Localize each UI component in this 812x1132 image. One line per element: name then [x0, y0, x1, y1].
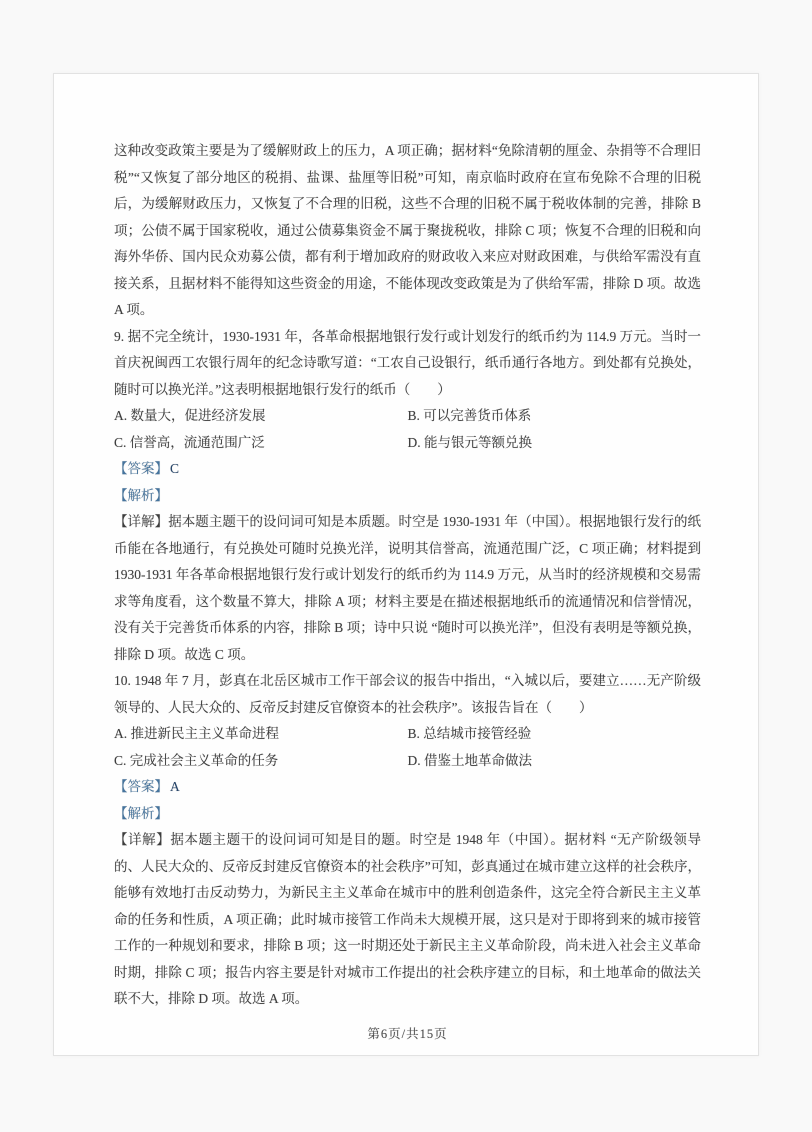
analysis-label: 【解析】	[114, 805, 168, 821]
question-9-detail	[114, 509, 701, 668]
question-9-answer-letter: C	[170, 461, 180, 476]
answer-label: 【答案】	[114, 461, 168, 476]
question-10-option-c: C. 完成社会主义革命的任务	[114, 752, 279, 768]
analysis-label: 【解析】	[114, 487, 168, 503]
question-10-answer-line	[114, 774, 701, 801]
question-10-number: 10.	[114, 673, 131, 688]
question-9-option-a: A. 数量大，促进经济发展	[114, 408, 266, 423]
question-9-analysis-line	[114, 483, 701, 510]
answer-label: 【答案】	[114, 779, 168, 794]
question-9-option-d: D. 能与银元等额兑换	[407, 434, 532, 450]
question-10-option-a: A. 推进新民主主义革命进程	[114, 726, 279, 741]
question-9-number: 9.	[114, 328, 125, 344]
question-10-detail-text: 据本题主题干的设问词可知是目的题。时空是 1948 年（中国）。据材料 “无产阶级领导的、人民大众的、反帝反封建反官僚资本的社会秩序”可知，彭真通过在城市建立这样的社会秩序，能够有效地打击反动势力，为新民主主义革命在城市中的胜利创造条件，这完全符合新民主主义革命的任务和性质，A 项正确；此时城市接管工作尚未大规模开展，这只是对于即将到来的城市接管工作的一种规划和要求，排除 B 项；这一时期还处于新民主主义革命阶段，尚未进入社会主义革命时期，排除 C 项；报告内容主要是针对城市工作提出的社会秩序建立的目标，和土地革命的做法关联不大，排除 D 项。故选 A 项。	[114, 832, 702, 1006]
question-10-text: 1948 年 7 月，彭真在北岳区城市工作干部会议的报告中指出，“入城以后，要建立……无产阶级领导的、人民大众的、反帝反封建反官僚资本的社会秩序”。该报告旨在（ ）	[114, 673, 702, 715]
question-9-text: 据不完全统计，1930-1931 年，各革命根据地银行发行或计划发行的纸币约为 114.9 万元。当时一首庆祝闽西工农银行周年的纪念诗歌写道：“工农自己设银行，纸币通行各地方。到处都有兑换处，随时可以换光洋。”这表明根据地银行发行的纸币（ ）	[114, 328, 702, 397]
question-10-option-b: B. 总结城市接管经验	[407, 726, 532, 741]
page-number-footer: 第6页/共15页	[367, 1026, 448, 1041]
exam-paper-sheet	[53, 73, 759, 1056]
detail-label: 【详解】	[114, 832, 171, 847]
question-9-option-c: C. 信誉高，流通范围广泛	[114, 434, 265, 450]
q8-analysis-continuation: 这种改变政策主要是为了缓解财政上的压力，A 项正确；据材料“免除清朝的厘金、杂捐等不合理旧税”“又恢复了部分地区的税捐、盐课、盐厘等旧税”可知，南京临时政府在宣布免除不合理的旧税后，为缓解财政压力，又恢复了不合理的旧税，这些不合理的旧税不属于税收体制的完善，排除 B 项；公债不属于国家税收，通过公债募集资金不属于聚拢税收，排除 C 项；恢复不合理的旧税和向海外华侨、国内民众劝募公债，都有利于增加政府的财政收入来应对财政困难，与供给军需没有直接关系，且据材料不能得知这些资金的用途，不能体现改变政策是为了供给军需，排除 D 项。故选 A 项。	[114, 143, 701, 317]
question-10-options	[114, 721, 701, 774]
question-9-answer-line	[114, 456, 701, 483]
question-9-detail-text: 据本题主题干的设问词可知是本质题。时空是 1930-1931 年（中国）。根据地银行发行的纸币能在各地通行，有兑换处可随时兑换光洋，说明其信誉高，流通范围广泛，C 项正确；材料提到 1930-1931 年各革命根据地银行发行或计划发行的纸币约为 114.9 万元，从当时的经济规模和交易需求等角度看，这个数量不算大，排除 A 项；材料主要是在描述根据地纸币的流通情况和信誉情况，没有关于完善货币体系的内容，排除 B 项；诗中只说 “随时可以换光洋”，但没有表明是等额兑换，排除 D 项。故选 C 项。	[114, 514, 701, 662]
question-10-stem	[114, 668, 701, 721]
question-10-answer-letter: A	[170, 779, 180, 794]
question-9-option-b: B. 可以完善货币体系	[407, 408, 532, 423]
question-9-options	[114, 403, 701, 456]
question-10-analysis-line	[114, 801, 701, 828]
detail-label: 【详解】	[114, 514, 169, 529]
question-10-detail	[114, 827, 701, 1013]
page-content	[54, 74, 758, 1047]
question-10-option-d: D. 借鉴土地革命做法	[407, 752, 532, 768]
question-9-stem	[114, 324, 701, 404]
